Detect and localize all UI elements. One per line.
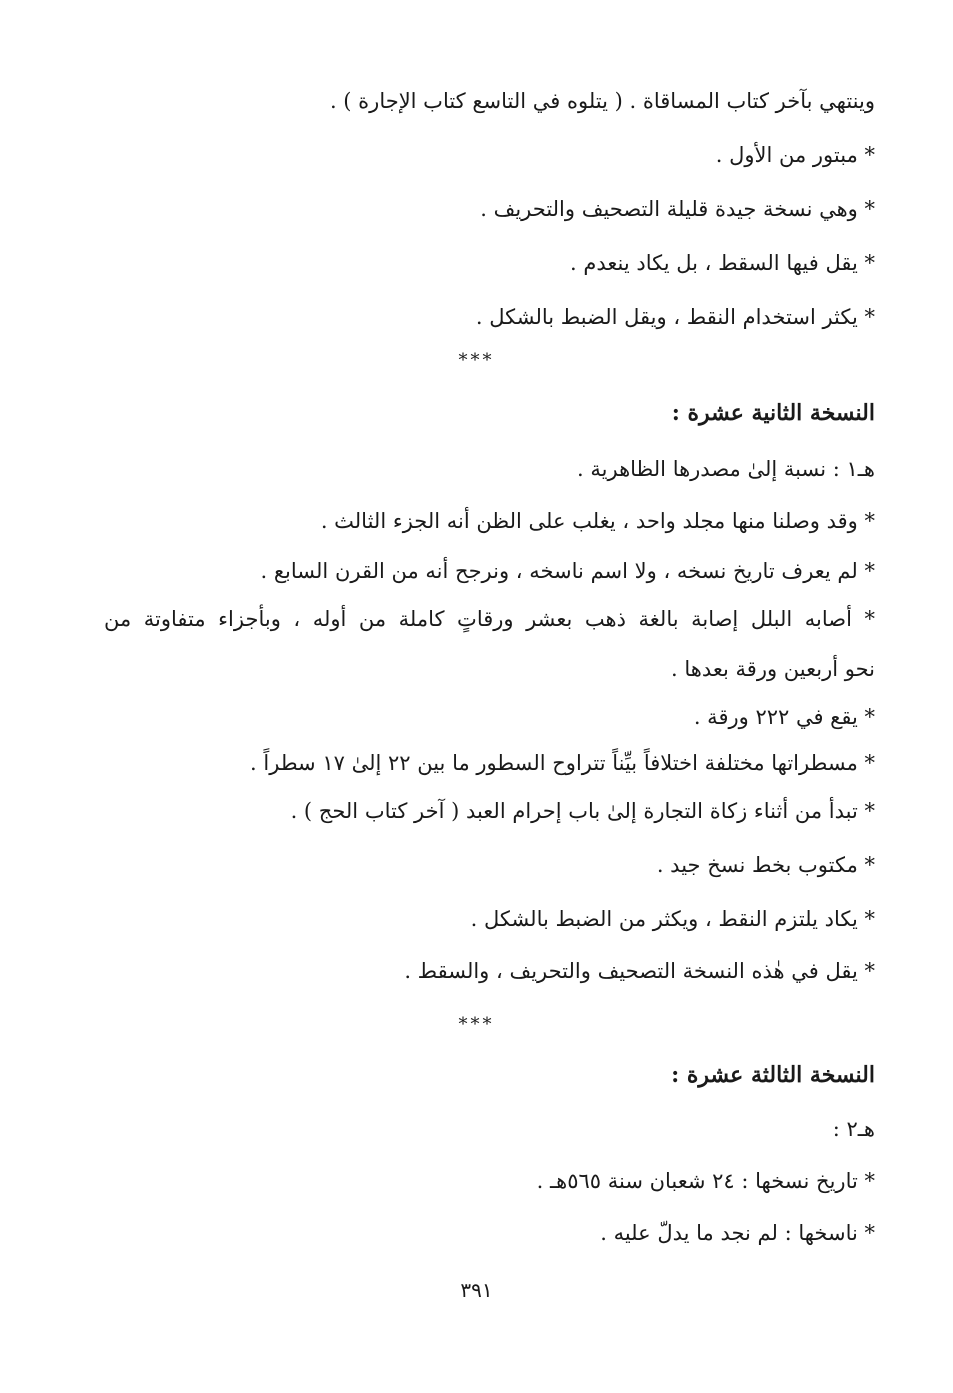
section-heading: النسخة الثانية عشرة : xyxy=(671,400,875,426)
text-line: هـ١ : نسبة إلىٰ مصدرها الظاهرية . xyxy=(577,457,875,481)
bullet-line: * أصابه البلل إصابة بالغة ذهب بعشر ورقاتٍ كاملة من أوله ، وبأجزاء متفاوتة من xyxy=(104,607,875,631)
page-number: ٣٩١ xyxy=(460,1278,493,1302)
section-separator: *** xyxy=(458,350,495,371)
bullet-line: * تبدأ من أثناء زكاة التجارة إلىٰ باب إحرام العبد ( آخر كتاب الحج ) . xyxy=(290,799,875,823)
bullet-line: * يقع في ٢٢٢ ورقة . xyxy=(693,705,875,729)
bullet-line: * ناسخها : لم نجد ما يدلّ عليه . xyxy=(600,1221,875,1245)
bullet-line: * وقد وصلنا منها مجلد واحد ، يغلب على الظن أنه الجزء الثالث . xyxy=(320,509,875,533)
bullet-line: * وهي نسخة جيدة قليلة التصحيف والتحريف . xyxy=(480,197,875,221)
bullet-line: * مبتور من الأول . xyxy=(715,143,875,167)
bullet-line: * مكتوب بخط نسخ جيد . xyxy=(656,853,875,877)
bullet-line: * مسطراتها مختلفة اختلافاً بيِّناً تتراوح السطور ما بين ٢٢ إلىٰ ١٧ سطراً . xyxy=(250,751,875,775)
section-heading: النسخة الثالثة عشرة : xyxy=(671,1062,875,1088)
text-line: نحو أربعين ورقة بعدها . xyxy=(671,657,875,681)
bullet-line: * لم يعرف تاريخ نسخه ، ولا اسم ناسخه ، ونرجح أنه من القرن السابع . xyxy=(260,559,875,583)
text-line: هـ٢ : xyxy=(832,1117,875,1141)
bullet-line: * يقل في هٰذه النسخة التصحيف والتحريف ، والسقط . xyxy=(404,959,875,983)
bullet-line: * يكاد يلتزم النقط ، ويكثر من الضبط بالشكل . xyxy=(470,907,875,931)
bullet-line: * يقل فيها السقط ، بل يكاد ينعدم . xyxy=(570,251,875,275)
bullet-line: * يكثر استخدام النقط ، ويقل الضبط بالشكل . xyxy=(475,305,875,329)
section-separator: *** xyxy=(458,1014,495,1035)
bullet-line: * تاريخ نسخها : ٢٤ شعبان سنة ٥٦٥هـ . xyxy=(536,1169,875,1193)
text-line: وينتهي بآخر كتاب المساقاة . ( يتلوه في التاسع كتاب الإجارة ) . xyxy=(329,89,875,113)
